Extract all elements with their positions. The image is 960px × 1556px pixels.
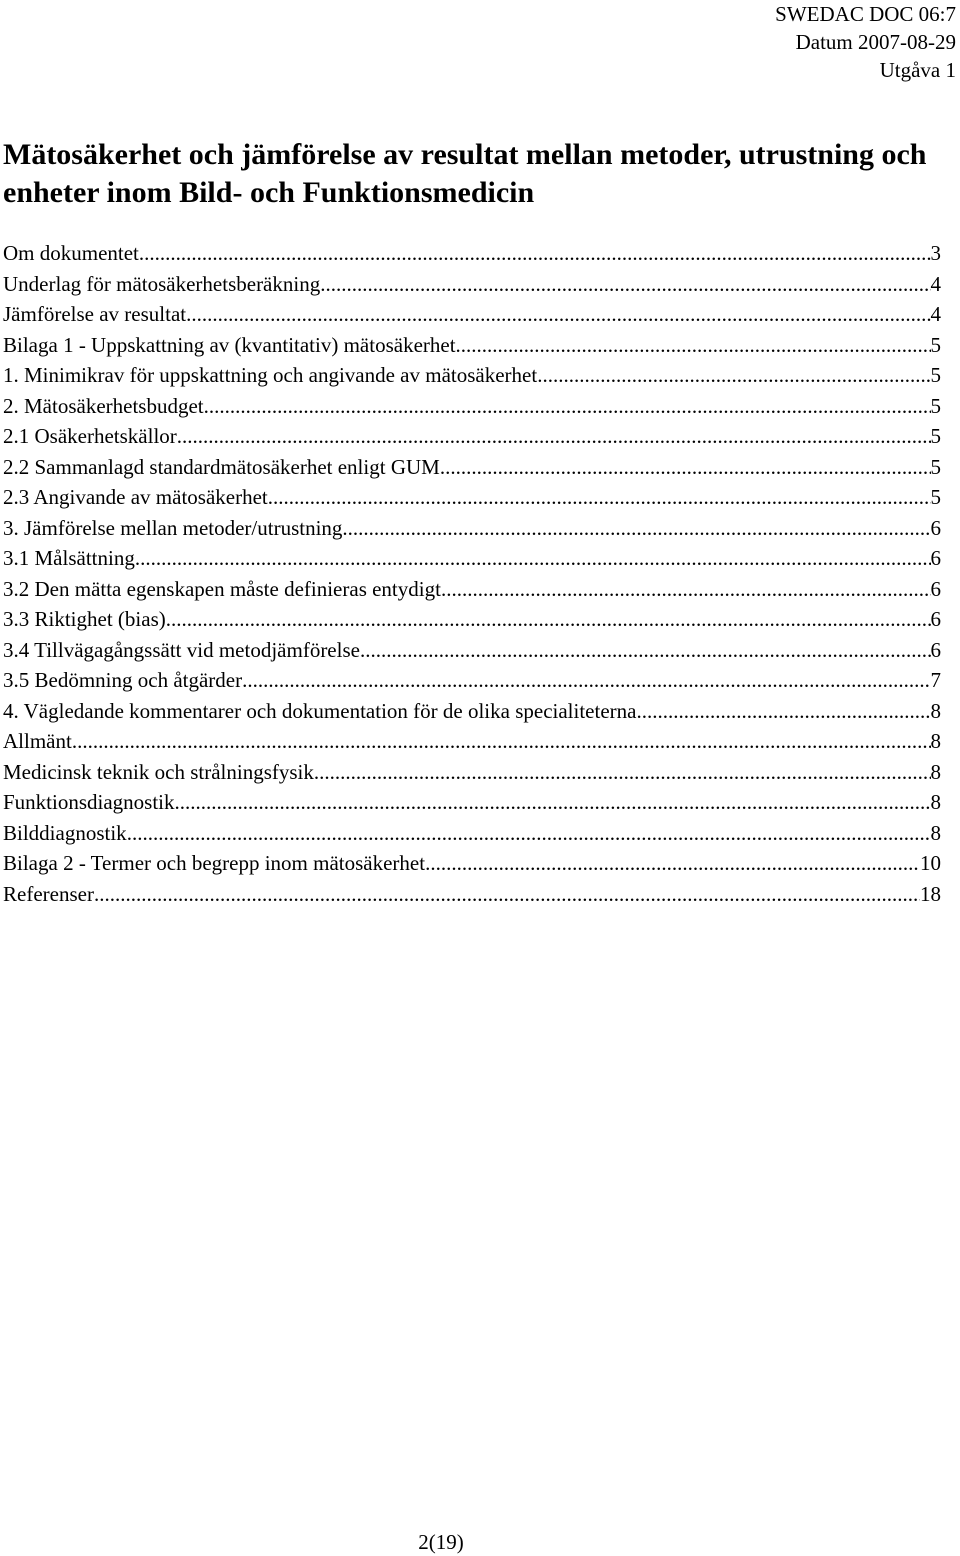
toc-entry-title: 3.4 Tillvägagångssätt vid metodjämförelse: [3, 637, 360, 662]
toc-dot-leader: [342, 513, 930, 543]
toc-dot-leader: [139, 238, 931, 268]
toc-entry-page: 5: [930, 424, 941, 448]
toc-entry-page: 5: [930, 363, 941, 387]
toc-entry[interactable]: [3, 238, 941, 269]
toc-entry-title: Underlag för mätosäkerhetsberäkning: [3, 271, 321, 296]
toc-dot-leader: [177, 421, 931, 451]
toc-entry-title: 2.3 Angivande av mätosäkerhet: [3, 485, 268, 509]
toc-entry-page: 5: [930, 393, 941, 418]
toc-entry-page: 4: [930, 302, 941, 326]
toc-entry[interactable]: [3, 269, 941, 300]
toc-entry-title: 3.5 Bedömning och åtgärder: [3, 668, 243, 692]
table-of-contents: [3, 238, 941, 909]
toc-entry-page: 5: [930, 454, 941, 479]
toc-entry[interactable]: [3, 879, 941, 910]
toc-entry-title: Allmänt: [3, 729, 72, 753]
toc-entry[interactable]: [3, 635, 941, 666]
toc-entry[interactable]: [3, 848, 941, 879]
toc-entry[interactable]: [3, 757, 941, 788]
toc-entry-title: 3.3 Riktighet (bias): [3, 607, 166, 631]
document-header: [775, 0, 956, 84]
toc-entry-page: 18: [920, 881, 941, 906]
toc-entry-page: 3: [930, 241, 941, 265]
toc-dot-leader: [440, 452, 931, 482]
toc-entry-page: 6: [930, 546, 941, 570]
toc-entry-title: Bilddiagnostik: [3, 820, 127, 845]
toc-entry-page: 6: [930, 637, 941, 662]
toc-entry-title: 3.1 Målsättning: [3, 546, 135, 570]
toc-dot-leader: [127, 818, 931, 848]
toc-entry[interactable]: [3, 696, 941, 727]
document-title: Mätosäkerhet och jämförelse av resultat mellan metoder, utrustning och enheter inom Bild- och Funktionsmedicin: [3, 138, 927, 209]
toc-entry[interactable]: [3, 604, 941, 635]
toc-entry-title: 2.1 Osäkerhetskällor: [3, 424, 177, 448]
toc-entry[interactable]: [3, 391, 941, 422]
toc-entry-title: Bilaga 2 - Termer och begrepp inom mätosäkerhet: [3, 851, 426, 875]
toc-entry[interactable]: [3, 421, 941, 452]
doc-edition: Utgåva 1: [879, 58, 956, 82]
toc-dot-leader: [636, 696, 930, 726]
toc-entry-title: 2.2 Sammanlagd standardmätosäkerhet enligt GUM: [3, 454, 440, 479]
toc-entry[interactable]: [3, 665, 941, 696]
toc-entry-page: 8: [930, 729, 941, 753]
doc-id: SWEDAC DOC 06:7: [775, 2, 956, 26]
toc-entry[interactable]: [3, 726, 941, 757]
toc-dot-leader: [320, 269, 930, 299]
toc-entry[interactable]: [3, 818, 941, 849]
toc-dot-leader: [537, 360, 930, 390]
toc-entry-page: 4: [930, 271, 941, 296]
toc-dot-leader: [135, 543, 931, 573]
toc-entry[interactable]: [3, 787, 941, 818]
toc-entry-page: 5: [930, 332, 941, 357]
toc-entry[interactable]: [3, 543, 941, 574]
toc-entry-title: Medicinsk teknik och strålningsfysik: [3, 759, 314, 784]
toc-dot-leader: [425, 848, 920, 878]
toc-entry-page: 10: [920, 851, 941, 875]
page-number: 2(19): [418, 1530, 464, 1554]
toc-entry-page: 5: [930, 485, 941, 509]
toc-entry-page: 8: [930, 790, 941, 814]
toc-dot-leader: [441, 574, 931, 604]
toc-entry-title: 1. Minimikrav för uppskattning och angivande av mätosäkerhet: [3, 363, 538, 387]
toc-dot-leader: [456, 330, 931, 360]
toc-entry[interactable]: [3, 574, 941, 605]
toc-entry-page: 8: [930, 820, 941, 845]
toc-dot-leader: [242, 665, 930, 695]
toc-entry-page: 7: [930, 668, 941, 692]
toc-entry-page: 6: [930, 515, 941, 540]
toc-entry-page: 8: [930, 698, 941, 723]
doc-date: Datum 2007-08-29: [795, 30, 956, 54]
toc-entry[interactable]: [3, 482, 941, 513]
toc-dot-leader: [166, 604, 931, 634]
toc-entry-title: Om dokumentet: [3, 241, 139, 265]
toc-entry-title: Referenser: [3, 881, 94, 906]
toc-dot-leader: [94, 879, 920, 909]
toc-entry-title: 3. Jämförelse mellan metoder/utrustning: [3, 515, 343, 540]
toc-entry-title: 4. Vägledande kommentarer och dokumentation för de olika specialiteterna: [3, 698, 637, 723]
toc-dot-leader: [360, 635, 931, 665]
toc-dot-leader: [186, 299, 930, 329]
toc-entry-title: Jämförelse av resultat: [3, 302, 187, 326]
toc-entry-title: 3.2 Den mätta egenskapen måste definieras entydigt: [3, 576, 441, 601]
toc-entry[interactable]: [3, 330, 941, 361]
toc-entry-page: 6: [930, 576, 941, 601]
toc-dot-leader: [72, 726, 931, 756]
toc-dot-leader: [204, 391, 931, 421]
toc-dot-leader: [268, 482, 931, 512]
toc-dot-leader: [314, 757, 931, 787]
toc-entry[interactable]: [3, 513, 941, 544]
toc-entry-title: 2. Mätosäkerhetsbudget: [3, 393, 204, 418]
toc-entry-title: Bilaga 1 - Uppskattning av (kvantitativ) mätosäkerhet: [3, 332, 456, 357]
toc-entry-title: Funktionsdiagnostik: [3, 790, 175, 814]
toc-entry-page: 6: [930, 607, 941, 631]
toc-entry[interactable]: [3, 360, 941, 391]
toc-entry[interactable]: [3, 299, 941, 330]
toc-entry-page: 8: [930, 759, 941, 784]
toc-entry[interactable]: [3, 452, 941, 483]
toc-dot-leader: [175, 787, 931, 817]
